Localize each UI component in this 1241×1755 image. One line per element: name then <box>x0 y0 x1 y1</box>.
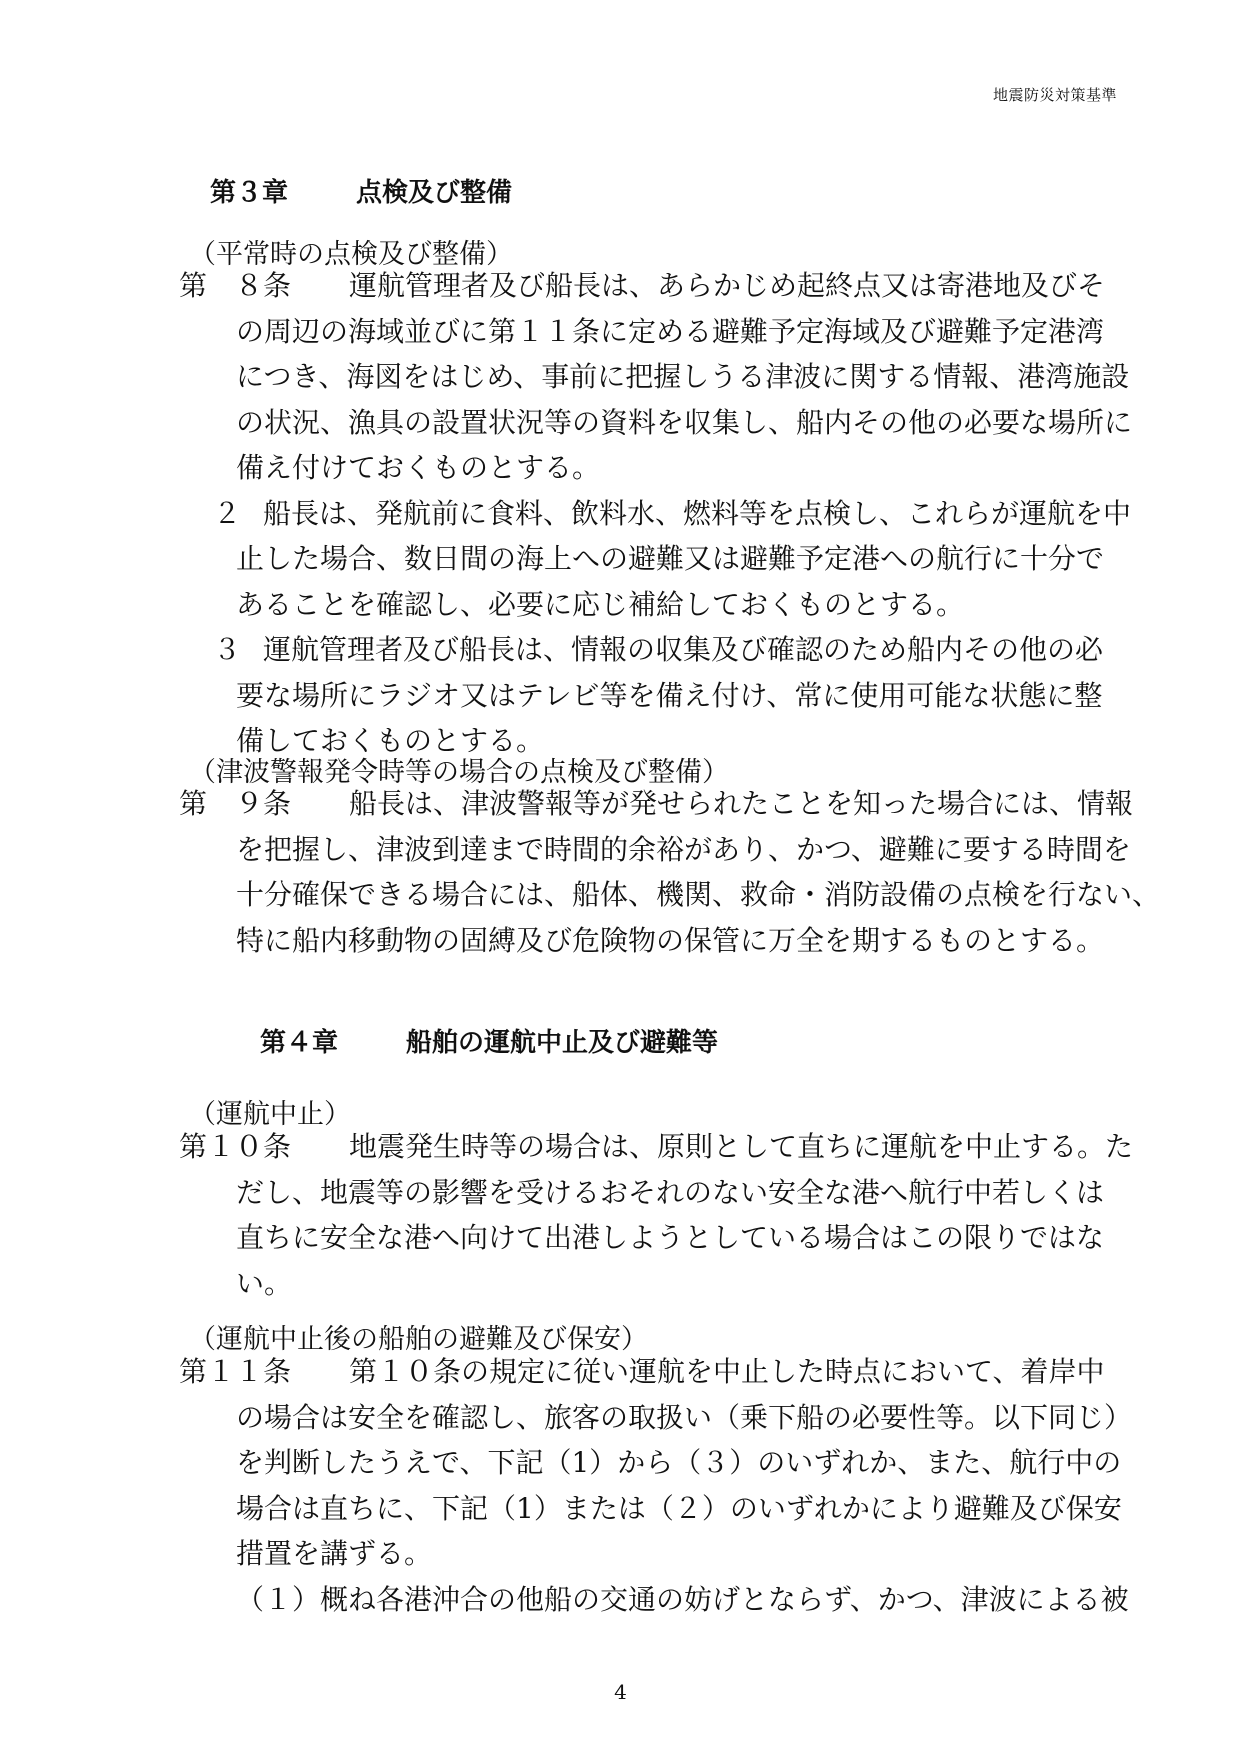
chapter-title: 船舶の運航中止及び避難等 <box>406 1028 719 1058</box>
article-11-line: の場合は安全を確認し、旅客の取扱い（乗下船の必要性等。以下同じ） <box>236 1400 1133 1434</box>
article-8-line: 備え付けておくものとする。 <box>236 451 601 484</box>
article-11-line: 第１１条 第１０条の規定に従い運航を中止した時点において、着岸中 <box>179 1349 1114 1395</box>
article-9-line: 十分確保できる場合には、船体、機関、救命・消防設備の点検を行ない、 <box>236 878 1161 911</box>
article-9 <box>179 781 1161 963</box>
page-number: 4 <box>614 1680 627 1704</box>
chapter-number: 第４章 <box>260 1028 339 1058</box>
article-10-caption: （運航中止） <box>189 1099 351 1130</box>
article-8-item-3-line: 備しておくものとする。 <box>236 724 545 757</box>
article-8-line: 第 ８条 運航管理者及び船長は、あらかじめ起終点又は寄港地及びそ <box>179 263 1114 309</box>
article-8-line: の状況、漁具の設置状況等の資料を収集し、船内その他の必要な場所に <box>236 405 1133 439</box>
chapter-4-heading <box>260 1022 718 1059</box>
item-number: ２ <box>213 496 242 530</box>
article-11-item-1: （１）概ね各港沖合の他船の交通の妨げとならず、かつ、津波による被 <box>236 1582 1129 1616</box>
article-11-line: 措置を講ずる。 <box>236 1537 433 1570</box>
article-11-caption: （運航中止後の船舶の避難及び保安） <box>189 1324 648 1355</box>
article-9-line: を把握し、津波到達まで時間的余裕があり、かつ、避難に要する時間を <box>236 832 1131 866</box>
article-label: 第１０条 <box>179 1130 292 1163</box>
article-label: 第 ８条 <box>179 269 292 302</box>
article-9-caption: （津波警報発令時等の場合の点検及び整備） <box>189 757 729 788</box>
chapter-title: 点検及び整備 <box>356 178 513 208</box>
article-8-item-3-line: 要な場所にラジオ又はテレビ等を備え付け、常に使用可能な状態に整 <box>236 678 1103 712</box>
article-8 <box>179 263 1133 764</box>
item-number: ３ <box>213 633 242 666</box>
article-10-line: 第１０条 地震発生時等の場合は、原則として直ちに運航を中止する。た <box>179 1124 1114 1170</box>
article-8-line: につき、海図をはじめ、事前に把握しうる津波に関する情報、港湾施設 <box>236 360 1130 393</box>
article-label: 第 ９条 <box>179 787 292 820</box>
article-8-caption: （平常時の点検及び整備） <box>189 239 513 270</box>
article-11-line: 場合は直ちに、下記（1）または（２）のいずれかにより避難及び保安 <box>236 1491 1122 1525</box>
article-11-line: を判断したうえで、下記（1）から（３）のいずれか、また、航行中の <box>236 1446 1122 1479</box>
article-11 <box>179 1349 1133 1622</box>
article-8-item-2-line: あることを確認し、必要に応じ補給しておくものとする。 <box>236 587 965 621</box>
chapter-3-heading <box>210 172 512 209</box>
article-9-line: 第 ９条 船長は、津波警報等が発せられたことを知った場合には、情報 <box>179 781 1114 827</box>
article-10-line: 直ちに安全な港へ向けて出港しようとしている場合はこの限りではな <box>236 1221 1105 1254</box>
chapter-number: 第３章 <box>210 178 289 208</box>
article-label: 第１１条 <box>179 1355 292 1388</box>
article-10 <box>179 1124 1134 1306</box>
article-10-line: い。 <box>236 1266 293 1300</box>
article-8-item-2-line: 止した場合、数日間の海上への避難又は避難予定港への航行に十分で <box>236 542 1105 575</box>
article-8-line: の周辺の海域並びに第１１条に定める避難予定海域及び避難予定港湾 <box>236 314 1105 348</box>
article-8-item-3: ３ 運航管理者及び船長は、情報の収集及び確認のため船内その他の必 <box>179 627 1114 673</box>
article-8-item-2: ２ 船長は、発航前に食料、飲料水、燃料等を点検し、これらが運航を中 <box>179 491 1114 537</box>
document-header: 地震防災対策基準 <box>992 86 1117 104</box>
article-9-line: 特に船内移動物の固縛及び危険物の保管に万全を期するものとする。 <box>236 923 1105 957</box>
article-10-line: だし、地震等の影響を受けるおそれのない安全な港へ航行中若しくは <box>236 1175 1105 1209</box>
